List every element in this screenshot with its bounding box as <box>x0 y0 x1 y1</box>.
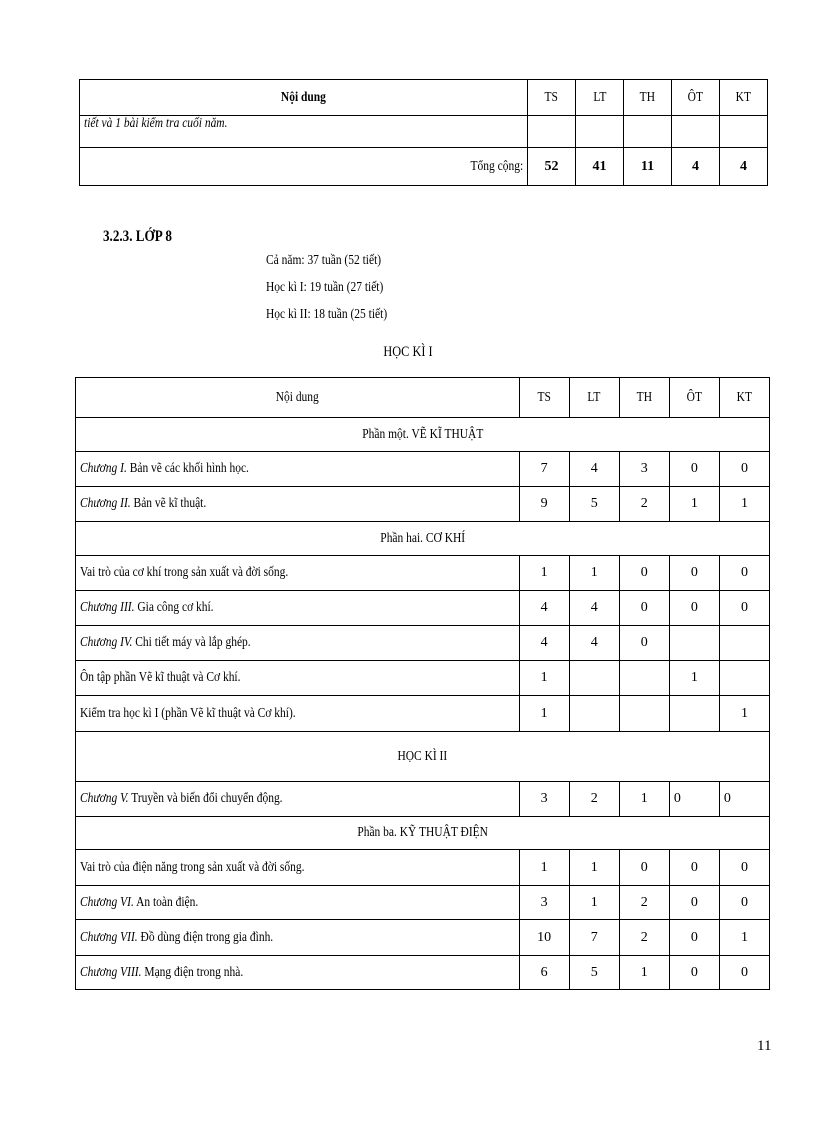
cell-ot: 1 <box>669 661 719 696</box>
header-content: Nội dung <box>80 80 528 116</box>
cell-lt: 1 <box>569 886 619 920</box>
cell-ts: 4 <box>519 626 569 661</box>
header-row <box>76 378 770 418</box>
part-row <box>76 522 770 556</box>
row-content: Chương VIII. Mạng điện trong nhà. <box>76 956 520 990</box>
table-row <box>76 920 770 956</box>
cell-lt: 7 <box>569 920 619 956</box>
total-row <box>80 148 768 186</box>
part-title: Phần một. VẼ KĨ THUẬT <box>76 418 770 452</box>
continued-row <box>80 116 768 148</box>
cell-empty <box>576 116 624 148</box>
info-sem2: Học kì II: 18 tuần (25 tiết) <box>266 307 388 322</box>
header-kt: KT <box>720 80 768 116</box>
cell-kt <box>719 626 769 661</box>
cell-empty <box>720 116 768 148</box>
header-row <box>80 80 768 116</box>
cell-ot: 1 <box>669 487 719 522</box>
cell-ot: 0 <box>669 782 719 817</box>
cell-empty <box>528 116 576 148</box>
table-row <box>76 591 770 626</box>
cell-lt: 4 <box>569 626 619 661</box>
part-title: Phần hai. CƠ KHÍ <box>76 522 770 556</box>
part-row <box>76 418 770 452</box>
cell-lt: 1 <box>569 556 619 591</box>
cell-th <box>619 696 669 732</box>
header-kt: KT <box>719 378 769 418</box>
part-row <box>76 817 770 850</box>
cell-kt <box>719 661 769 696</box>
total-label: Tổng cộng: <box>80 148 528 186</box>
row-content: Ôn tập phần Vẽ kĩ thuật và Cơ khí. <box>76 661 520 696</box>
total-th: 11 <box>624 148 672 186</box>
cell-ts: 3 <box>519 886 569 920</box>
cell-ts: 1 <box>519 696 569 732</box>
row-content: Chương II. Bản vẽ kĩ thuật. <box>76 487 520 522</box>
cell-th: 0 <box>619 626 669 661</box>
cell-th: 2 <box>619 886 669 920</box>
cell-th: 0 <box>619 556 669 591</box>
cell-ot: 0 <box>669 850 719 886</box>
semester-title: HỌC KÌ II <box>76 732 770 782</box>
cell-th: 1 <box>619 782 669 817</box>
table-row <box>76 487 770 522</box>
cell-kt: 0 <box>719 556 769 591</box>
header-th: TH <box>624 80 672 116</box>
cell-th: 2 <box>619 920 669 956</box>
row-content: Chương VI. An toàn điện. <box>76 886 520 920</box>
top-table <box>79 79 768 186</box>
cell-ts: 4 <box>519 591 569 626</box>
total-ot: 4 <box>672 148 720 186</box>
header-ot: ÔT <box>672 80 720 116</box>
info-sem1: Học kì I: 19 tuần (27 tiết) <box>266 280 384 295</box>
cell-lt: 4 <box>569 591 619 626</box>
cell-ts: 9 <box>519 487 569 522</box>
row-content: Chương IV. Chi tiết máy và lắp ghép. <box>76 626 520 661</box>
cell-ts: 1 <box>519 850 569 886</box>
cell-ot: 0 <box>669 886 719 920</box>
cell-lt: 5 <box>569 956 619 990</box>
header-ts: TS <box>528 80 576 116</box>
cell-ot: 0 <box>669 920 719 956</box>
cell-kt: 1 <box>719 920 769 956</box>
cell-kt: 1 <box>719 696 769 732</box>
row-content: Vai trò của điện năng trong sản xuất và đời sống. <box>76 850 520 886</box>
cell-th: 0 <box>619 591 669 626</box>
header-th: TH <box>619 378 669 418</box>
cell-lt <box>569 661 619 696</box>
cell-kt: 0 <box>719 956 769 990</box>
row-content: Kiểm tra học kì I (phần Vẽ kĩ thuật và Cơ khí). <box>76 696 520 732</box>
row-content: Chương VII. Đồ dùng điện trong gia đình. <box>76 920 520 956</box>
cell-ts: 3 <box>519 782 569 817</box>
table-row <box>76 696 770 732</box>
cell-ot: 0 <box>669 452 719 487</box>
cell-kt: 0 <box>719 886 769 920</box>
semester-title: HỌC KÌ I <box>383 344 433 360</box>
cell-lt <box>569 696 619 732</box>
row-content: Chương III. Gia công cơ khí. <box>76 591 520 626</box>
row-content: Vai trò của cơ khí trong sản xuất và đời sống. <box>76 556 520 591</box>
cell-lt: 4 <box>569 452 619 487</box>
total-kt: 4 <box>720 148 768 186</box>
curriculum-table <box>75 377 770 990</box>
semester-row <box>76 732 770 782</box>
cell-kt: 0 <box>719 591 769 626</box>
table-row <box>76 956 770 990</box>
cell-ts: 10 <box>519 920 569 956</box>
cell-ot <box>669 696 719 732</box>
header-ot: ÔT <box>669 378 719 418</box>
cell-ot: 0 <box>669 956 719 990</box>
cell-th <box>619 661 669 696</box>
page-number: 11 <box>757 1038 772 1054</box>
table-row <box>76 850 770 886</box>
cell-ts: 1 <box>519 556 569 591</box>
header-content: Nội dung <box>76 378 520 418</box>
continued-text: tiết và 1 bài kiểm tra cuối năm. <box>80 116 528 148</box>
cell-th: 1 <box>619 956 669 990</box>
cell-empty <box>672 116 720 148</box>
cell-ts: 6 <box>519 956 569 990</box>
table-row <box>76 556 770 591</box>
cell-ot: 0 <box>669 591 719 626</box>
table-row <box>76 452 770 487</box>
table-row <box>76 661 770 696</box>
total-ts: 52 <box>528 148 576 186</box>
info-year: Cả năm: 37 tuần (52 tiết) <box>266 253 382 268</box>
cell-lt: 1 <box>569 850 619 886</box>
cell-lt: 2 <box>569 782 619 817</box>
cell-lt: 5 <box>569 487 619 522</box>
total-lt: 41 <box>576 148 624 186</box>
cell-kt: 1 <box>719 487 769 522</box>
cell-th: 3 <box>619 452 669 487</box>
table-row <box>76 782 770 817</box>
cell-th: 2 <box>619 487 669 522</box>
cell-kt: 0 <box>719 850 769 886</box>
section-heading: 3.2.3. LỚP 8 <box>103 228 172 245</box>
table-row <box>76 886 770 920</box>
cell-empty <box>624 116 672 148</box>
cell-th: 0 <box>619 850 669 886</box>
cell-ot <box>669 626 719 661</box>
header-lt: LT <box>569 378 619 418</box>
cell-ts: 7 <box>519 452 569 487</box>
cell-kt: 0 <box>719 452 769 487</box>
row-content: Chương I. Bản vẽ các khối hình học. <box>76 452 520 487</box>
cell-ts: 1 <box>519 661 569 696</box>
row-content: Chương V. Truyền và biến đổi chuyển động. <box>76 782 520 817</box>
cell-kt: 0 <box>719 782 769 817</box>
header-lt: LT <box>576 80 624 116</box>
cell-ot: 0 <box>669 556 719 591</box>
part-title: Phần ba. KỸ THUẬT ĐIỆN <box>76 817 770 850</box>
table-row <box>76 626 770 661</box>
header-ts: TS <box>519 378 569 418</box>
